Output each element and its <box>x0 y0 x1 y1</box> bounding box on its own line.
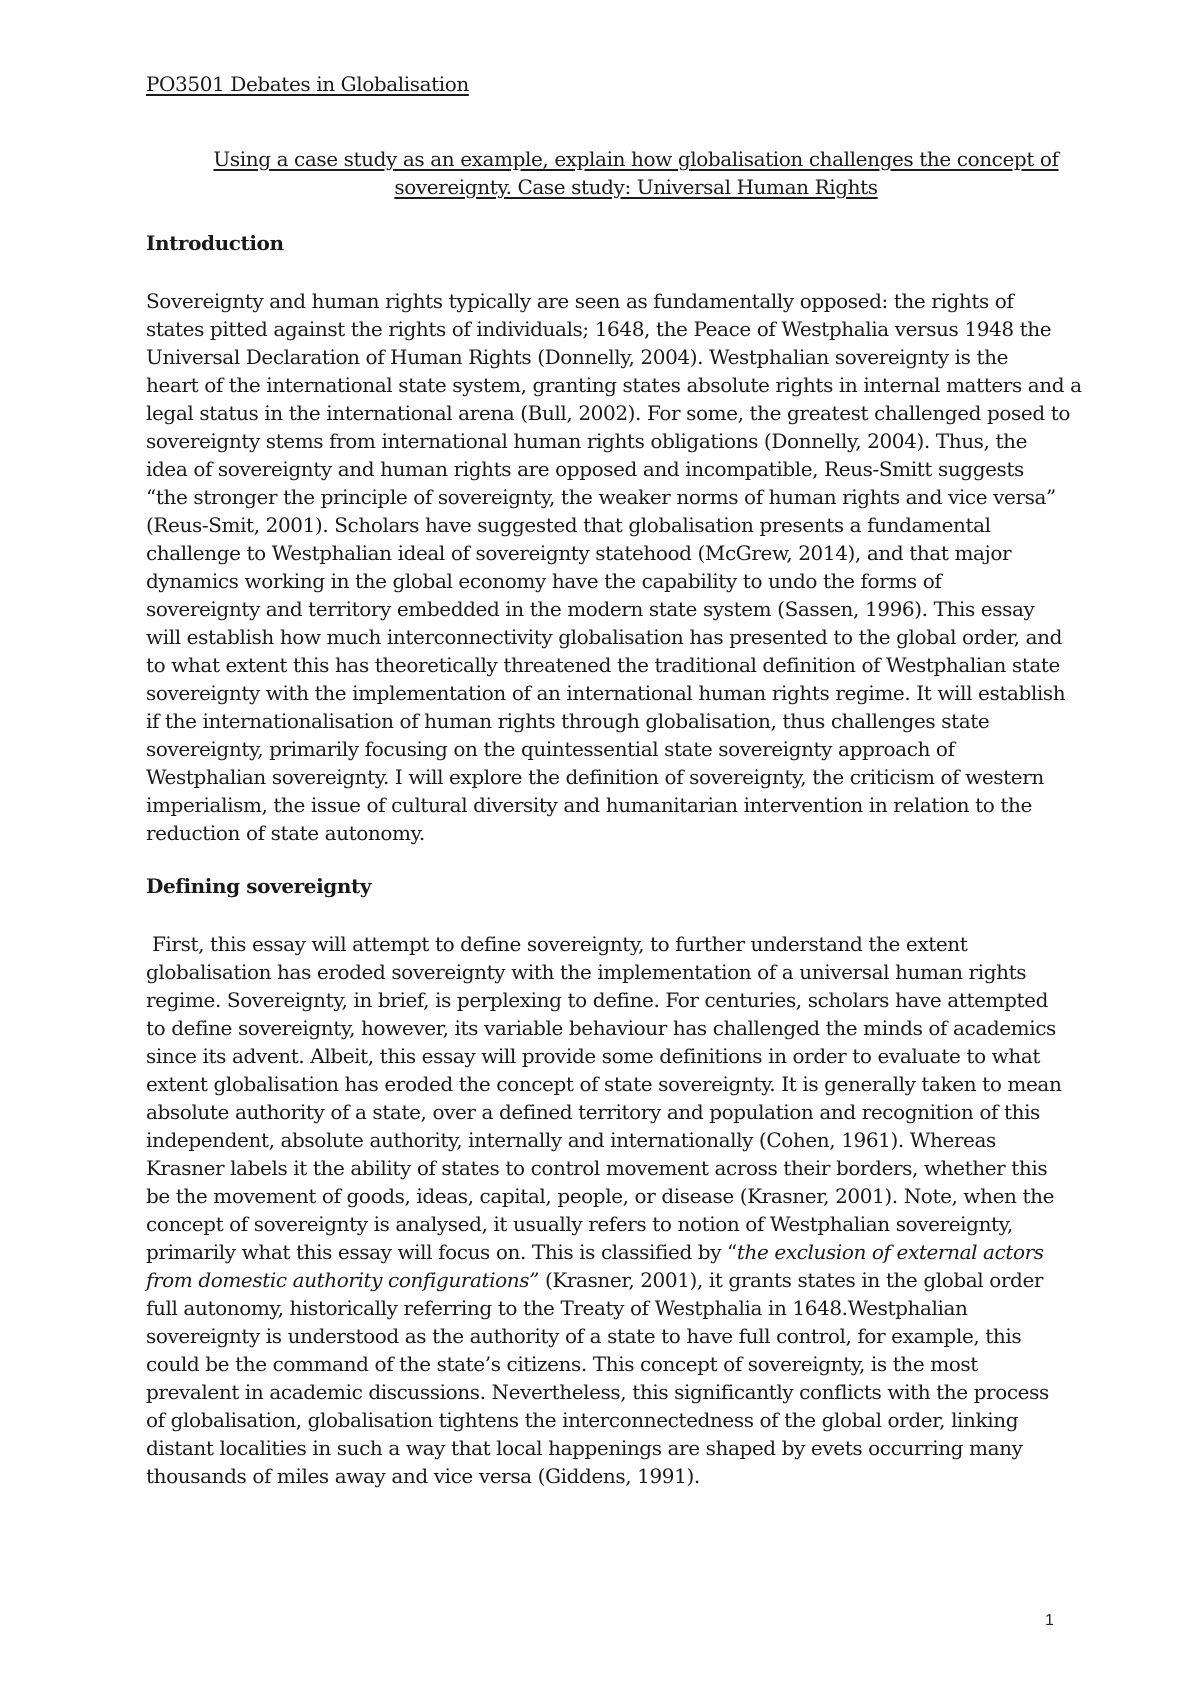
paragraph-line: states pitted against the rights of individuals; 1648, the Peace of Westphalia versus 1948 the <box>146 317 1052 341</box>
defining-sovereignty-heading: Defining sovereignty <box>146 874 372 898</box>
defining-sovereignty-paragraph <box>146 930 1066 1490</box>
introduction-paragraph <box>146 287 1082 847</box>
paragraph-line: sovereignty is understood as the authority of a state to have full control, for example, this <box>146 1324 1022 1348</box>
paragraph-line: prevalent in academic discussions. Nevertheless, this significantly conflicts with the process <box>146 1380 1049 1404</box>
essay-title-line: Using a case study as an example, explain how globalisation challenges the concept of <box>213 147 1059 171</box>
page-number: 1 <box>1045 1612 1054 1629</box>
italic-quote: from domestic authority configurations” <box>146 1268 539 1292</box>
paragraph-line: could be the command of the state’s citizens. This concept of sovereignty, is the most <box>146 1352 978 1376</box>
paragraph-line: dynamics working in the global economy have the capability to undo the forms of <box>146 569 942 593</box>
paragraph-line: legal status in the international arena (Bull, 2002). For some, the greatest challenged posed to <box>146 401 1070 425</box>
paragraph-line: Krasner labels it the ability of states to control movement across their borders, whether this <box>146 1156 1048 1180</box>
paragraph-line: be the movement of goods, ideas, capital, people, or disease (Krasner, 2001). Note, when the <box>146 1184 1055 1208</box>
paragraph-line: sovereignty and territory embedded in the modern state system (Sassen, 1996). This essay <box>146 597 1035 621</box>
paragraph-line: regime. Sovereignty, in brief, is perplexing to define. For centuries, scholars have attempted <box>146 988 1048 1012</box>
italic-quote: the exclusion of external actors <box>736 1240 1044 1264</box>
course-title: PO3501 Debates in Globalisation <box>146 72 469 96</box>
paragraph-line: since its advent. Albeit, this essay will provide some definitions in order to evaluate to what <box>146 1044 1041 1068</box>
paragraph-line: Sovereignty and human rights typically are seen as fundamentally opposed: the rights of <box>146 289 1014 313</box>
paragraph-line: sovereignty, primarily focusing on the quintessential state sovereignty approach of <box>146 737 955 761</box>
paragraph-line: sovereignty with the implementation of an international human rights regime. It will establish <box>146 681 1066 705</box>
paragraph-line: to what extent this has theoretically threatened the traditional definition of Westphalian state <box>146 653 1060 677</box>
paragraph-line: concept of sovereignty is analysed, it usually refers to notion of Westphalian sovereignty, <box>146 1212 1013 1236</box>
paragraph-line: of globalisation, globalisation tightens the interconnectedness of the global order, linking <box>146 1408 1019 1432</box>
paragraph-line: independent, absolute authority, internally and internationally (Cohen, 1961). Whereas <box>146 1128 996 1152</box>
paragraph-line: Westphalian sovereignty. I will explore the definition of sovereignty, the criticism of western <box>146 765 1044 789</box>
paragraph-line: challenge to Westphalian ideal of sovereignty statehood (McGrew, 2014), and that major <box>146 541 1012 565</box>
paragraph-line: First, this essay will attempt to define sovereignty, to further understand the extent <box>146 932 968 956</box>
paragraph-line: if the internationalisation of human rights through globalisation, thus challenges state <box>146 709 990 733</box>
essay-title-line: sovereignty. Case study: Universal Human Rights <box>394 175 878 199</box>
paragraph-line <box>146 1266 1066 1294</box>
paragraph-line: imperialism, the issue of cultural diversity and humanitarian intervention in relation to the <box>146 793 1032 817</box>
paragraph-line: globalisation has eroded sovereignty with the implementation of a universal human rights <box>146 960 1027 984</box>
paragraph-line: Universal Declaration of Human Rights (Donnelly, 2004). Westphalian sovereignty is the <box>146 345 1009 369</box>
paragraph-line: “the stronger the principle of sovereignty, the weaker norms of human rights and vice versa” <box>146 485 1056 509</box>
line-text: (Krasner, 2001), it grants states in the global order <box>538 1268 1044 1292</box>
paragraph-line: heart of the international state system, granting states absolute rights in internal matters and a <box>146 373 1082 397</box>
essay-title <box>206 145 1066 201</box>
paragraph-line: to define sovereignty, however, its variable behaviour has challenged the minds of academics <box>146 1016 1056 1040</box>
paragraph-line: sovereignty stems from international human rights obligations (Donnelly, 2004). Thus, the <box>146 429 1028 453</box>
paragraph-line: full autonomy, historically referring to the Treaty of Westphalia in 1648.Westphalian <box>146 1296 968 1320</box>
introduction-heading: Introduction <box>146 231 284 255</box>
paragraph-line: reduction of state autonomy. <box>146 821 425 845</box>
paragraph-line: (Reus-Smit, 2001). Scholars have suggested that globalisation presents a fundamental <box>146 513 991 537</box>
line-text: primarily what this essay will focus on. This is classified by “ <box>146 1240 737 1264</box>
paragraph-line: thousands of miles away and vice versa (Giddens, 1991). <box>146 1464 700 1488</box>
paragraph-line: extent globalisation has eroded the concept of state sovereignty. It is generally taken to mean <box>146 1072 1062 1096</box>
paragraph-line <box>146 1238 1066 1266</box>
paragraph-line: idea of sovereignty and human rights are opposed and incompatible, Reus-Smitt suggests <box>146 457 1024 481</box>
paragraph-line: absolute authority of a state, over a defined territory and population and recognition of this <box>146 1100 1040 1124</box>
paragraph-line: distant localities in such a way that local happenings are shaped by evets occurring many <box>146 1436 1023 1460</box>
paragraph-line: will establish how much interconnectivity globalisation has presented to the global order, and <box>146 625 1062 649</box>
